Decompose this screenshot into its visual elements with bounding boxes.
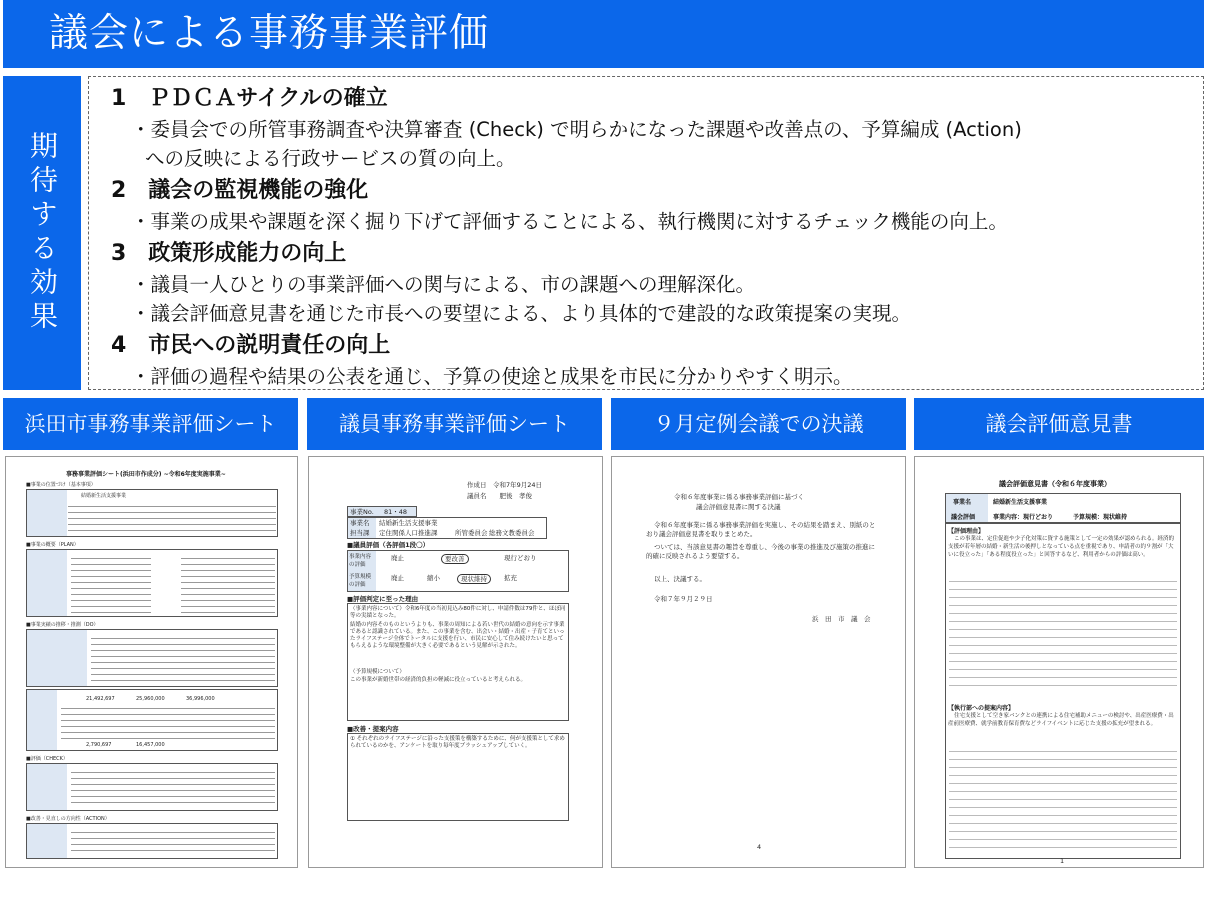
tab-opinion-document: 議会評価意見書	[914, 398, 1204, 450]
document-tabs	[0, 398, 1208, 450]
effect-bullet: ・委員会での所管事務調査や決算審査 (Check) で明らかになった課題や改善点の、予算編成 (Action)	[131, 118, 1022, 141]
sheet1-number: 21,492,697	[86, 696, 115, 702]
sheet3-body-3: 以上、決議する。	[654, 575, 706, 583]
page-title: 議会による事務事業評価	[3, 0, 1204, 68]
sheet1-text-lines	[181, 553, 275, 613]
sheet2-row2-opt: 拡充	[504, 574, 517, 582]
sheet4-reason-lines	[949, 575, 1177, 693]
sheet4-page-number: 1	[1060, 857, 1065, 865]
tab-hamada-sheet: 浜田市事務事業評価シート	[3, 398, 298, 450]
sheet1-section: ■事業の概要（PLAN）	[26, 542, 79, 548]
sheet2-dept: 定住関係人口推進課	[379, 529, 438, 537]
sheet1-label-fill	[27, 690, 57, 750]
sheet2-section-3: ■改善・提案内容	[347, 725, 399, 733]
sheet2-row1-opt-selected: 要改善	[441, 554, 469, 564]
side-label	[3, 76, 81, 390]
hamada-evaluation-sheet	[5, 456, 298, 868]
sheet4-request-lines	[949, 745, 1177, 855]
sheet1-title: 事務事業評価シート(浜田市作成分) ~令和6年度実施事業~	[66, 471, 226, 478]
sheet1-number: 2,790,697	[86, 742, 112, 748]
sheet1-section: ■事業実績の推移・推測（DO）	[26, 622, 99, 628]
sheet1-text-lines	[71, 767, 275, 807]
sheet1-text-lines	[71, 553, 151, 613]
sheet1-label-fill	[27, 550, 67, 616]
sheet1-label-fill	[27, 490, 67, 536]
effect-heading: 1 ＰＤＣＡサイクルの確立	[111, 86, 388, 111]
sheet2-name: 結婚新生活支援事業	[379, 519, 438, 527]
sheet1-label-fill	[27, 824, 67, 858]
sheet2-row1-opt: 現行どおり	[504, 554, 537, 562]
sheet2-no-label: 事業No.	[350, 508, 374, 516]
effect-bullet: ・評価の過程や結果の公表を通じ、予算の使途と成果を市民に分かりやすく明示。	[131, 365, 853, 388]
sheet3-body-1: 令和６年度事業に係る事務事業評価を実施し、その結果を踏まえ、別紙のとおり議会評価意見書を取りまとめた。	[646, 521, 876, 538]
sheet2-section-2: ■評価判定に至った理由	[347, 595, 419, 603]
sheet1-number: 25,960,000	[136, 696, 165, 702]
sheet4-eval-1: 事業内容：現行どおり	[993, 514, 1054, 521]
member-evaluation-sheet	[308, 456, 603, 868]
sheet1-section: ■事業の位置づけ（基本事項）	[26, 482, 96, 488]
sheet4-eval-2: 予算規模：現状維持	[1073, 514, 1128, 521]
tab-member-sheet: 議員事務事業評価シート	[307, 398, 602, 450]
sheet2-reason-3: （予算規模について）	[350, 669, 405, 675]
sheet3-line-2: 議会評価意見書に関する決議	[696, 503, 781, 511]
sheet1-rows	[68, 501, 276, 535]
sheet2-name-label: 事業名	[350, 519, 370, 527]
effect-heading: 2 議会の監視機能の強化	[111, 178, 369, 203]
sheet2-reason-box	[347, 603, 569, 721]
sheet1-rows	[61, 703, 275, 739]
sheet1-label-fill	[27, 764, 67, 810]
sheet4-eval-label: 議会評価	[951, 514, 976, 521]
sheet2-row2-opt-selected: 現状維持	[457, 574, 491, 584]
effect-bullet: への反映による行政サービスの質の向上。	[145, 147, 516, 170]
sheet4-reason-heading: 【評価理由】	[948, 528, 985, 535]
september-resolution-sheet	[611, 456, 906, 868]
sheet4-name-label: 事業名	[953, 499, 972, 506]
effect-bullet: ・議員一人ひとりの事業評価への関与による、市の課題への理解深化。	[131, 273, 756, 296]
sheet2-row2-opt: 縮小	[427, 574, 440, 582]
sheet1-number: 16,457,000	[136, 742, 165, 748]
sheet3-signature: 浜 田 市 議 会	[812, 615, 871, 623]
tab-september-resolution: ９月定例会議での決議	[611, 398, 906, 450]
sheet2-row2-opt: 廃止	[391, 574, 404, 582]
sheet2-row1-opt: 廃止	[391, 554, 404, 562]
sheet2-section-1: ■議員評価（各評価1段〇）	[347, 541, 430, 549]
effect-bullet: ・事業の成果や課題を深く掘り下げて評価することによる、執行機関に対するチェック機能の向上。	[131, 210, 1008, 233]
sheet2-row2-label: 予算規模の評価	[349, 574, 372, 588]
sheet4-title: 議会評価意見書（令和６年度事業）	[999, 480, 1111, 488]
sheet2-reason-1: （事業内容について）令和6年度の当初見込み80件に対し、申請件数は79件と、ほぼ同等の実績となった。	[350, 606, 566, 619]
sheet2-reason-4: この事業が新婚世帯の経済的負担の軽減に役立っていると考えられる。	[350, 677, 527, 683]
sheet2-no: 81・48	[384, 508, 408, 516]
sheet2-comm: 総務文教委員会	[489, 529, 535, 537]
sheet1-section: ■改善・見直しの方向性（ACTION）	[26, 816, 110, 822]
sheet2-dept-label: 担当課	[350, 529, 370, 537]
sheet1-section: ■評価（CHECK）	[26, 756, 68, 762]
sheet1-text-lines	[71, 827, 275, 855]
effect-heading: 4 市民への説明責任の向上	[111, 333, 391, 358]
sheet2-member: 議員名 肥後 孝俊	[467, 492, 532, 500]
sheet2-comm-label: 所管委員会	[455, 529, 488, 537]
effect-heading: 3 政策形成能力の向上	[111, 241, 347, 266]
sheet4-request-heading: 【執行部への提案内容】	[948, 705, 1015, 712]
sheet3-line-1: 令和６年度事業に係る事務事業評価に基づく	[674, 493, 804, 501]
opinion-document-sheet	[914, 456, 1204, 868]
side-label-text: 期待する効果	[26, 131, 59, 335]
sheet1-rows	[91, 633, 275, 683]
sheet3-page-number: 4	[757, 843, 762, 851]
sheet4-request: 住宅支援として空き家バンクとの連携による住宅補助メニューの検討や、出産医療費・出産前医療費、就学前教育保育費などライフイベントに応じた支援の拡充が望まれる。	[948, 713, 1174, 727]
sheet1-label-fill	[27, 630, 87, 686]
effect-bullet: ・議会評価意見書を通じた市長への要望による、より具体的で建設的な政策提案の実現。	[131, 302, 912, 325]
sheet2-reason-2: 結婚の内容そのものというよりも、事業の周知による若い世代の結婚の意向を示す事業であると認識されている。また、この事業を含む、出会い・結婚・出産・子育てといったライフステージ全体でトータルに支援を行い、市民に安心して住み続けたいと思ってもらえるような環境整備が大きく必要であるという見解が示された。	[350, 622, 565, 649]
sheet4-reason: この事業は、定住促進や少子化対策に資する施策として一定の効果が認められる。経済的支援が若年層の結婚・新生活の後押しとなっている点を重視であり、申請者の約９割が「大いに役立った」「ある程度役立った」と回答するなど、利用者からの評価は高い。	[948, 536, 1175, 558]
sheet2-row1-label: 事業内容の評価	[349, 554, 372, 568]
sheet2-proposal: ① それぞれのライフステージに沿った支援策を構築するために、何が支援策として求められているのかを、アンケートを取り毎年度ブラッシュアップしていく。	[350, 736, 565, 749]
sheet3-body-2: ついては、当該意見書の趣旨を尊重し、今後の事業の推進及び施策の推進に的確に反映されるよう要望する。	[646, 543, 875, 560]
sheet3-date: 令和７年９月２９日	[654, 595, 713, 603]
sheet2-date: 作成日 令和7年9月24日	[467, 481, 543, 489]
sheet4-name: 結婚新生活支援事業	[993, 499, 1048, 506]
sheet1-number: 36,996,000	[186, 696, 215, 702]
sheet1-project-name: 結婚新生活支援事業	[81, 493, 127, 499]
effects-box	[88, 76, 1204, 390]
